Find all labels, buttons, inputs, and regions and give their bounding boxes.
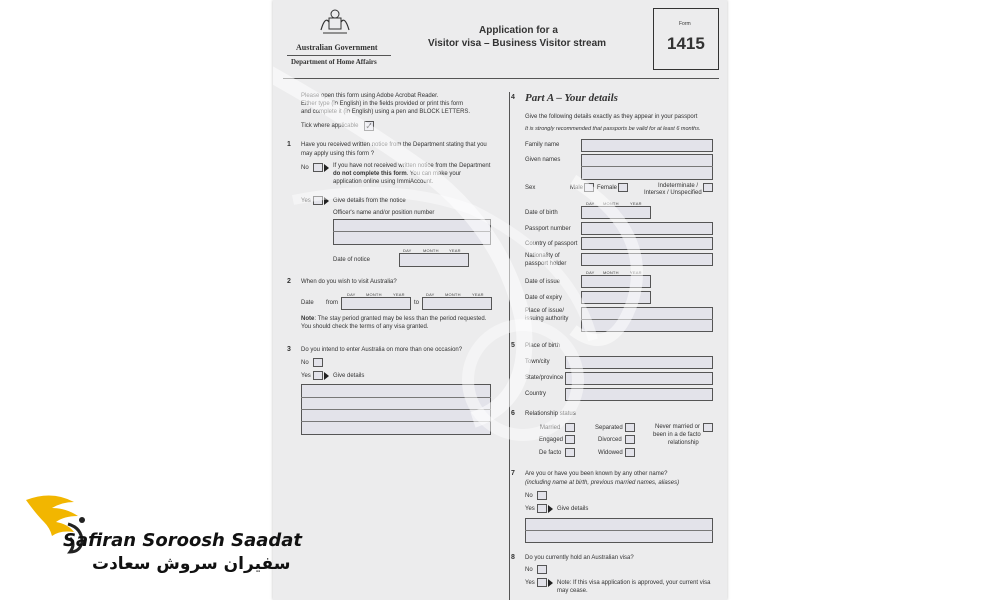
doi-label: Date of issue xyxy=(525,279,561,285)
q1-text1: Have you received written notice from the Department stating that you xyxy=(301,142,487,148)
male-checkbox[interactable] xyxy=(584,183,594,192)
q7-number: 7 xyxy=(511,470,515,477)
town-input[interactable] xyxy=(565,356,713,369)
q8-yes-label: Yes xyxy=(525,580,535,586)
q7-yes-arrow-icon xyxy=(548,505,553,513)
visa-form-page xyxy=(273,0,727,600)
q4-note: It is strongly recommended that passports be valid for at least 6 months. xyxy=(525,126,701,132)
male-label: Male xyxy=(570,185,584,191)
country-passport-input[interactable] xyxy=(581,237,713,250)
q3-yes-arrow-icon xyxy=(324,372,329,380)
form-label: Form xyxy=(679,21,691,27)
title-line1: Application for a xyxy=(479,25,558,36)
passport-number-label: Passport number xyxy=(525,226,571,232)
country-input[interactable] xyxy=(565,388,713,401)
q8-yes-note2: may cease. xyxy=(557,588,588,594)
q3-yes-checkbox[interactable] xyxy=(313,371,323,380)
q2-date-label: Date xyxy=(301,300,314,306)
doi-month-label: MONTH xyxy=(603,270,619,275)
country-passport-label: Country of passport xyxy=(525,241,578,247)
q6-text: Relationship status xyxy=(525,411,576,417)
doi-day-label: DAY xyxy=(586,270,595,275)
q1-day-label: DAY xyxy=(403,248,412,253)
q2-from-label: from xyxy=(326,300,338,306)
q5-text: Place of birth xyxy=(525,343,561,349)
intro-line1: Please open this form using Adobe Acrobat Reader. xyxy=(301,93,439,99)
q1-date-notice-label: Date of notice xyxy=(333,257,371,263)
q7-text2: (including name at birth, previous married names, aliases) xyxy=(525,480,680,486)
dob-label: Date of birth xyxy=(525,210,558,216)
form-number-box xyxy=(653,8,719,70)
q1-year-label: YEAR xyxy=(449,248,461,253)
q2-note2: You should check the terms of any visa granted. xyxy=(301,324,429,330)
nationality-input[interactable] xyxy=(581,253,713,266)
brand-name-fa: سفیران سروش سعادت xyxy=(92,554,291,574)
q2-number: 2 xyxy=(287,278,291,285)
q1-no-note2b: . You can make your xyxy=(406,171,462,177)
q3-number: 3 xyxy=(287,346,291,353)
engaged-label: Engaged xyxy=(539,437,564,443)
title-line2: Visitor visa – Business Visitor stream xyxy=(428,38,607,49)
never-married-checkbox[interactable] xyxy=(703,423,713,432)
married-label: Married xyxy=(540,425,561,431)
q5-number: 5 xyxy=(511,342,515,349)
doi-year-label: YEAR xyxy=(630,270,642,275)
state-label: State/province xyxy=(525,375,564,381)
q2-to-day-label: DAY xyxy=(426,292,435,297)
q7-no-checkbox[interactable] xyxy=(537,491,547,500)
column-divider xyxy=(509,92,510,600)
town-label: Town/city xyxy=(525,359,550,365)
q2-note1-wrap xyxy=(301,316,486,323)
q3-yes-label: Yes xyxy=(301,373,311,379)
poi-label2: issuing authority xyxy=(525,316,569,322)
dob-month-label: MONTH xyxy=(603,201,619,206)
country-label: Country xyxy=(525,391,547,397)
intro-tick-label: Tick where applicable xyxy=(301,123,359,129)
engaged-checkbox[interactable] xyxy=(565,435,575,444)
q1-officer-input[interactable] xyxy=(333,219,491,245)
q8-yes-arrow-icon xyxy=(548,579,553,587)
family-name-input[interactable] xyxy=(581,139,713,152)
poi-label1: Place of issue/ xyxy=(525,308,565,314)
q1-no-note2: do not complete this form xyxy=(333,171,407,177)
q1-no-checkbox[interactable] xyxy=(313,163,323,172)
given-names-label: Given names xyxy=(525,157,561,163)
doi-input[interactable] xyxy=(581,275,651,288)
female-checkbox[interactable] xyxy=(618,183,628,192)
brand-watermark xyxy=(0,478,303,588)
q8-yes-checkbox[interactable] xyxy=(537,578,547,587)
defacto-label: De facto xyxy=(539,450,562,456)
q2-note-label: Note xyxy=(301,316,315,322)
q1-yes-arrow-icon xyxy=(324,197,329,205)
separated-checkbox[interactable] xyxy=(625,423,635,432)
widowed-checkbox[interactable] xyxy=(625,448,635,457)
widowed-label: Widowed xyxy=(598,450,623,456)
dept-name: Department of Home Affairs xyxy=(291,58,377,66)
brand-name: Safiran Soroosh Saadat xyxy=(63,530,303,551)
doe-label: Date of expiry xyxy=(525,295,563,301)
divorced-checkbox[interactable] xyxy=(625,435,635,444)
state-input[interactable] xyxy=(565,372,713,385)
coat-of-arms-logo xyxy=(317,8,353,36)
q1-no-arrow-icon xyxy=(324,164,329,172)
q7-yes-note: Give details xyxy=(557,506,589,512)
q2-to-label: to xyxy=(414,300,420,306)
q4-text: Give the following details exactly as they appear in your passport xyxy=(525,114,698,120)
header-divider xyxy=(283,78,719,79)
q1-yes-note: Give details from the notice xyxy=(333,198,406,204)
q7-yes-label: Yes xyxy=(525,506,535,512)
separated-label: Separated xyxy=(595,425,623,431)
q1-no-label: No xyxy=(301,165,309,171)
q2-from-month-label: MONTH xyxy=(366,292,382,297)
indeterminate-label1: Indeterminate / xyxy=(658,183,699,189)
dob-day-label: DAY xyxy=(586,201,595,206)
nationality-label2: passport holder xyxy=(525,261,567,267)
intro-line2: Either type (in English) in the fields provided or print this form xyxy=(301,101,464,107)
q3-yes-note: Give details xyxy=(333,373,365,379)
indeterminate-checkbox[interactable] xyxy=(703,183,713,192)
never-married-label3: relationship xyxy=(668,440,699,446)
q4-number: 4 xyxy=(511,94,515,101)
q1-yes-checkbox[interactable] xyxy=(313,196,323,205)
q3-no-label: No xyxy=(301,360,309,366)
q7-yes-checkbox[interactable] xyxy=(537,504,547,513)
q8-text: Do you currently hold an Australian visa? xyxy=(525,555,634,561)
q1-text2: may apply using this form ? xyxy=(301,151,375,157)
defacto-checkbox[interactable] xyxy=(565,448,575,457)
q6-number: 6 xyxy=(511,410,515,417)
q1-month-label: MONTH xyxy=(423,248,439,253)
q1-no-note2-wrap xyxy=(333,171,461,178)
q1-yes-label: Yes xyxy=(301,198,311,204)
sex-label: Sex xyxy=(525,185,536,191)
tick-example-checkbox: ✓ xyxy=(365,121,373,131)
nationality-label1: Nationality of xyxy=(525,253,560,259)
q1-date-notice-input[interactable] xyxy=(399,253,469,267)
q2-note1: : The stay period granted may be less than the period requested. xyxy=(314,316,487,322)
intro-line3: and complete it (in English) using a pen and BLOCK LETTERS. xyxy=(301,109,471,115)
q3-no-checkbox[interactable] xyxy=(313,358,323,367)
q8-number: 8 xyxy=(511,554,515,561)
q1-number: 1 xyxy=(287,141,291,148)
never-married-label2: been in a de facto xyxy=(653,432,701,438)
q1-officer-label: Officer's name and/or position number xyxy=(333,210,435,216)
form-number: 1415 xyxy=(667,34,705,53)
q2-to-input[interactable] xyxy=(422,297,492,310)
q8-yes-note1: Note: If this visa application is approved, your current visa xyxy=(557,580,711,586)
passport-number-input[interactable] xyxy=(581,222,713,235)
q8-no-checkbox[interactable] xyxy=(537,565,547,574)
indeterminate-label2: Intersex / Unspecified xyxy=(644,190,702,196)
q2-to-month-label: MONTH xyxy=(445,292,461,297)
q8-no-label: No xyxy=(525,567,533,573)
doe-input[interactable] xyxy=(581,291,651,304)
never-married-label1: Never married or xyxy=(655,424,701,430)
divorced-label: Divorced xyxy=(598,437,622,443)
gov-name: Australian Government xyxy=(296,43,378,52)
q2-from-year-label: YEAR xyxy=(393,292,405,297)
married-checkbox[interactable] xyxy=(565,423,575,432)
q2-from-input[interactable] xyxy=(341,297,411,310)
q3-text: Do you intend to enter Australia on more than one occasion? xyxy=(301,347,463,353)
q7-no-label: No xyxy=(525,493,533,499)
given-names-input[interactable] xyxy=(581,154,713,180)
q2-text: When do you wish to visit Australia? xyxy=(301,279,397,285)
q2-to-year-label: YEAR xyxy=(472,292,484,297)
dob-input[interactable] xyxy=(581,206,651,219)
q1-no-note3: application online using ImmiAccount. xyxy=(333,179,434,185)
dob-year-label: YEAR xyxy=(630,201,642,206)
q1-no-note1: If you have not received written notice from the Department xyxy=(333,163,491,169)
q2-from-day-label: DAY xyxy=(347,292,356,297)
q7-text1: Are you or have you been known by any other name? xyxy=(525,471,668,477)
female-label: Female xyxy=(597,185,618,191)
part-a-title: Part A – Your details xyxy=(525,92,618,104)
family-name-label: Family name xyxy=(525,142,560,148)
